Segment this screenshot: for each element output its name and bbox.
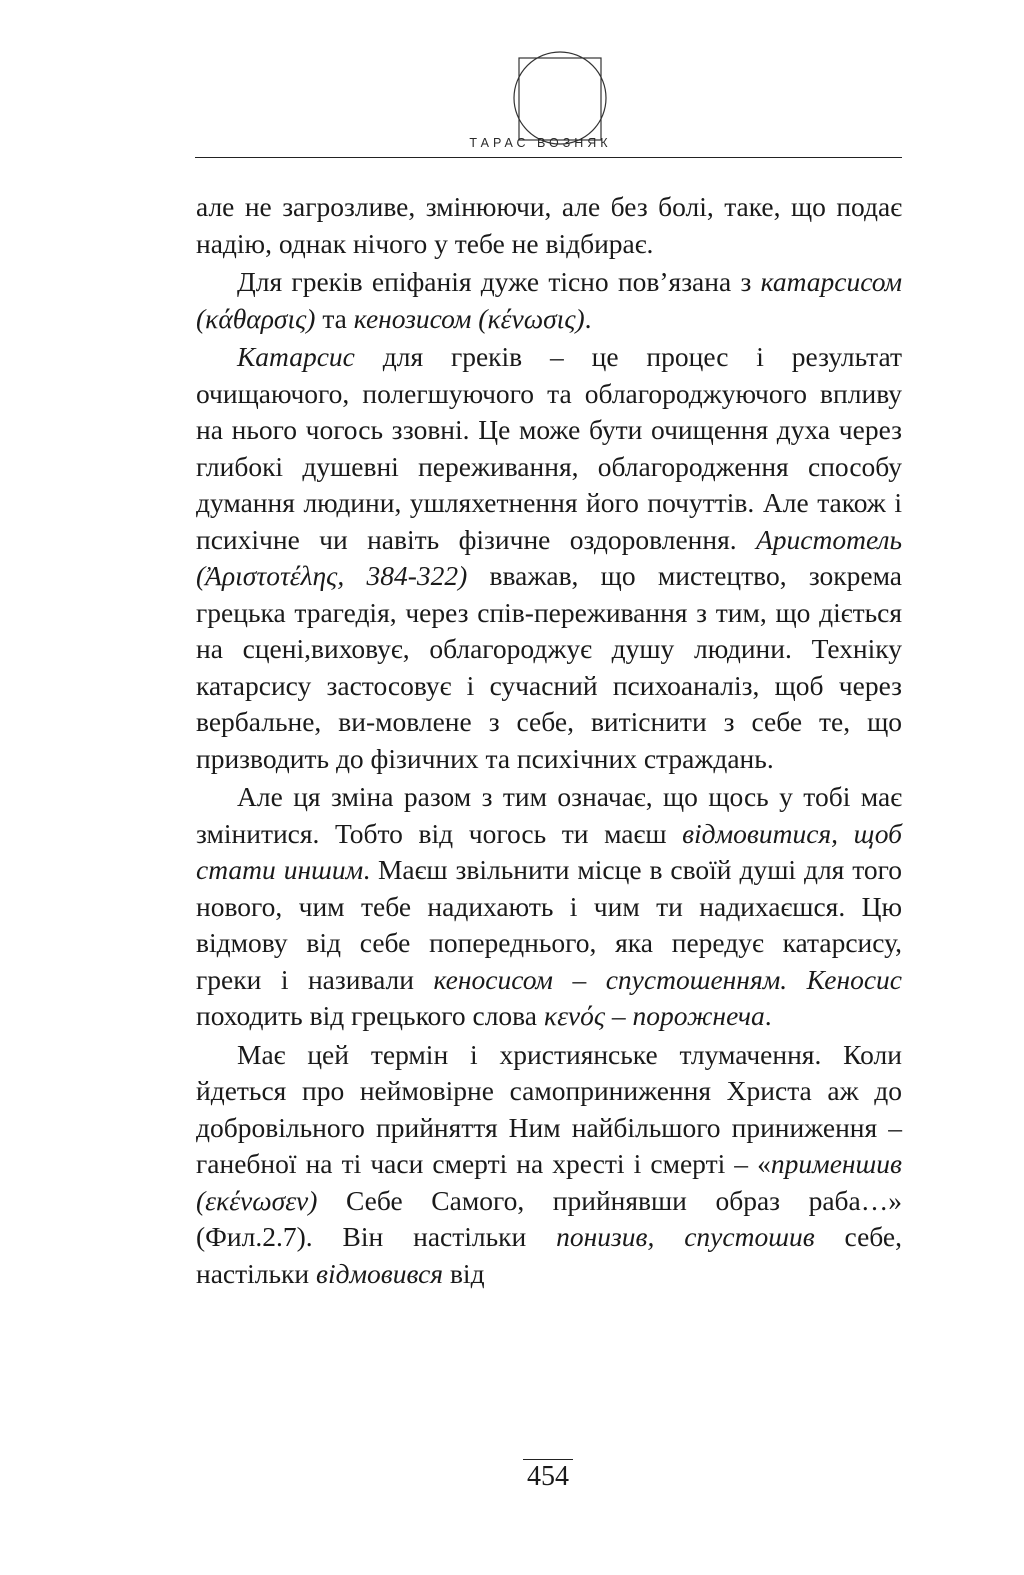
text-run: походить від грецького слова	[196, 1000, 544, 1031]
italic-text: відмовився	[316, 1257, 444, 1289]
header-rule	[195, 157, 902, 158]
page-number: 454	[527, 1461, 569, 1492]
italic-text: кенозисом (κένωσις)	[353, 302, 585, 334]
body-text	[196, 189, 902, 1294]
italic-text: применшив (εκένωσεν)	[196, 1148, 902, 1216]
italic-text: Аристотель (Ἀριστοτέλης, 384-322)	[196, 523, 902, 591]
italic-text: Катарсис	[237, 341, 355, 372]
paragraph	[196, 264, 902, 337]
text-run: вважав, що мистецтво, зокрема грецька трагедія, через спів-переживання з тим, що діється на сцені,виховує, облагороджує душу людини. Техніку катарсису застосовує і сучасний психоаналіз, щоб через вербальне, ви-мовлене з себе, витіснити з себе те, що призводить до фізичних та психічних страждань.	[196, 560, 903, 774]
italic-text: понизив, спустошив	[556, 1221, 815, 1252]
text-run: Але ця зміна разом з тим означає, що щось у тобі має змінитися. Тобто від чогось ти маєш	[196, 781, 902, 849]
italic-text: κενός – порожнеча	[543, 1000, 765, 1031]
text-run: Має цей термін і християнське тлумачення. Коли йдеться про неймовірне самоприниження Христа аж до добровільного прийняття Ним найбільшого приниження – ганебної на ті часи смерті на хресті і смерті – «	[196, 1038, 902, 1179]
paragraph	[196, 1037, 902, 1293]
text-run: для греків – це процес і результат очищаючого, полегшуючого та облагороджуючого впливу на нього чогось ззовні. Це може бути очищення духа через глибокі душевні переживання, облагородження способу думання людини, ушляхетнення його почуттів. Але також і психічне чи навіть фізичне оздоровлення.	[196, 341, 902, 555]
text-run: .	[584, 302, 592, 334]
text-run: Себе Самого, прийнявши образ раба…» (Фил.2.7). Він настільки	[196, 1184, 902, 1252]
page-number-rule	[523, 1459, 573, 1460]
text-run: . Маєш звільнити місце в своїй душі для того нового, чим тебе надихають і чим ти надихаєшся. Цю відмову від себе попереднього, яка передує катарсису, греки і називали	[196, 854, 902, 995]
text-run: та	[315, 302, 354, 334]
text-run: Для греків епіфанія дуже тісно пов’язана з	[237, 266, 761, 297]
italic-text: відмовитися, щоб стати иншим	[196, 817, 902, 885]
text-run: але не загрозливе, змінюючи, але без болі, таке, що подає надію, однак нічого у тебе не відбирає.	[196, 191, 902, 259]
italic-text: кеносисом – спустошенням. Кеносис	[433, 963, 902, 995]
text-run: .	[764, 1000, 772, 1031]
text-run: себе, настільки	[196, 1221, 903, 1289]
paragraph	[196, 339, 902, 777]
running-title: ТАРАС ВОЗНЯК	[469, 136, 612, 150]
text-run: від	[443, 1257, 485, 1289]
circle-square-emblem-icon	[510, 48, 610, 148]
paragraph	[196, 189, 902, 262]
italic-text: катарсисом (κάθαρσις)	[196, 266, 902, 334]
paragraph	[196, 779, 902, 1035]
